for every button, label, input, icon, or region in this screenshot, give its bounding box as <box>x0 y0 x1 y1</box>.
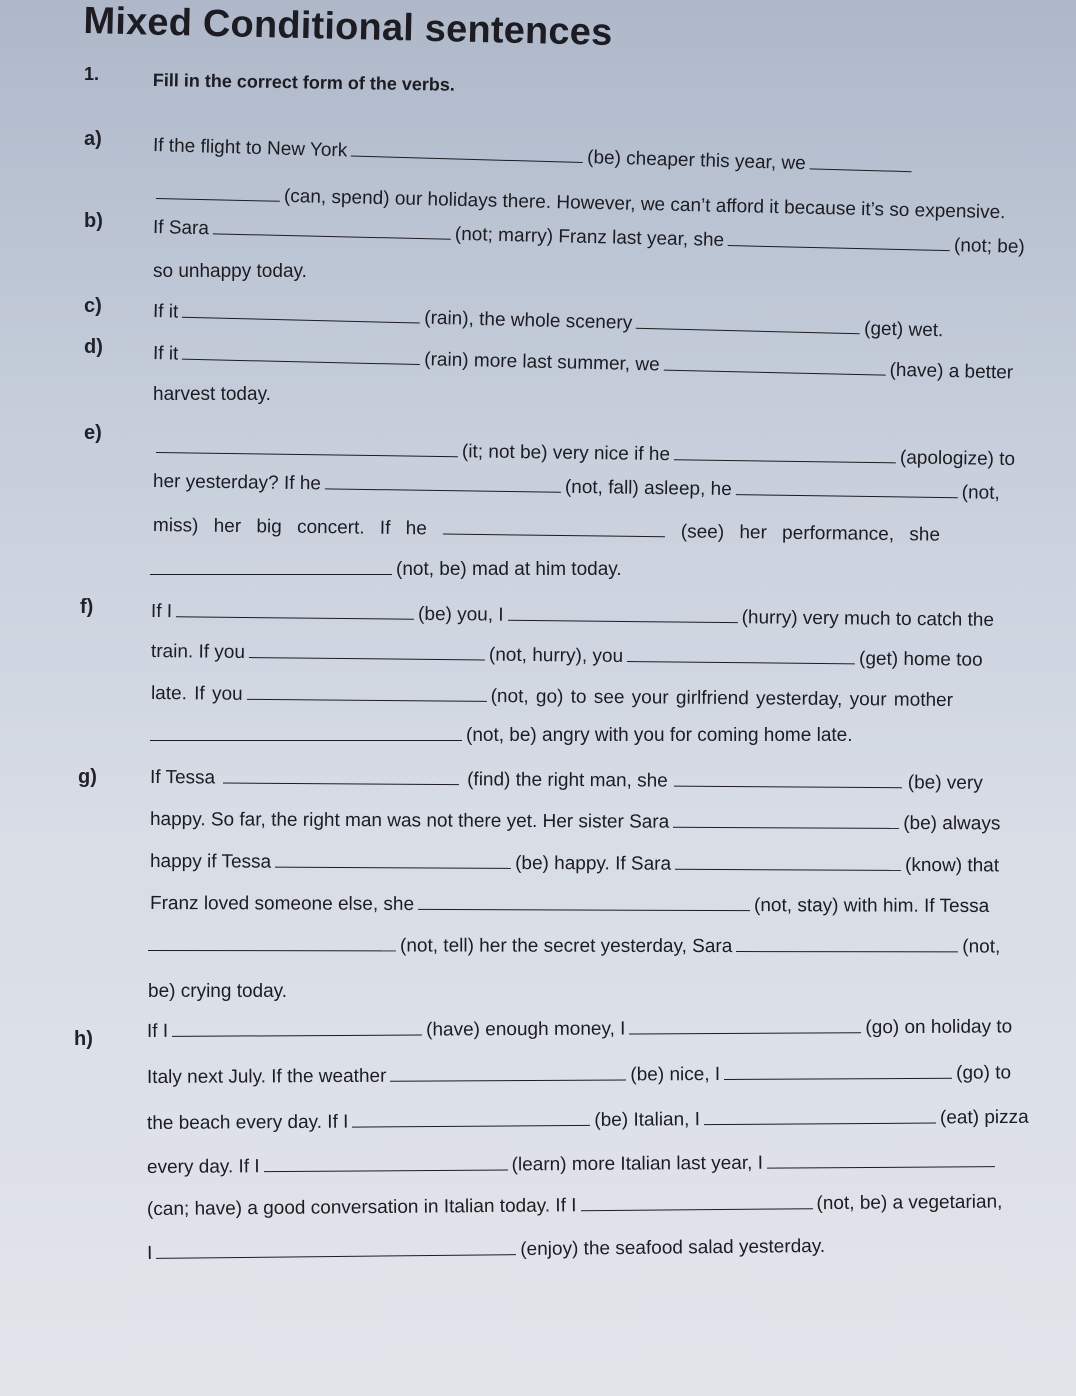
blank[interactable] <box>264 1151 508 1172</box>
blank[interactable] <box>390 1061 626 1081</box>
blank[interactable] <box>182 299 420 324</box>
task-number: 1. <box>84 64 100 84</box>
blank[interactable] <box>580 1190 812 1211</box>
blank[interactable] <box>810 150 912 172</box>
item-g-line-6: be) crying today. <box>148 981 288 1002</box>
blank[interactable] <box>418 891 750 911</box>
item-g-line-2: happy. So far, the right man was not there yet. Her sister Sara (be) always <box>149 809 1001 835</box>
blank[interactable] <box>767 1148 995 1169</box>
blank[interactable] <box>629 1014 861 1034</box>
item-h-line-3: the beach every day. If I (be) Italian, I (eat) pizza <box>147 1104 1029 1136</box>
blank[interactable] <box>736 476 958 498</box>
blank[interactable] <box>704 1104 936 1125</box>
item-b-line-2: so unhappy today. <box>153 261 307 282</box>
task-instruction: Fill in the correct form of the verbs. <box>152 70 456 95</box>
item-label-g: g) <box>78 766 97 788</box>
item-h-line-4: every day. If I (learn) more Italian last year, I <box>147 1148 999 1180</box>
blank[interactable] <box>724 1060 952 1080</box>
blank[interactable] <box>508 602 738 623</box>
item-h-line-6: I (enjoy) the seafood salad yesterday. <box>146 1235 826 1264</box>
blank[interactable] <box>148 932 396 951</box>
item-h-line-1: If I (have) enough money, I (go) on holiday to <box>147 1013 1012 1044</box>
item-e-line-4: (not, be) mad at him today. <box>150 556 622 582</box>
item-label-d: d) <box>84 336 103 358</box>
blank[interactable] <box>673 809 899 829</box>
blank[interactable] <box>150 556 392 575</box>
blank[interactable] <box>325 470 561 492</box>
item-g-line-3: happy if Tessa (be) happy. If Sara (know) that <box>150 848 999 878</box>
blank[interactable] <box>249 639 485 660</box>
item-c-line-1: If it (rain), the whole scenery (get) wet. <box>153 298 944 343</box>
blank[interactable] <box>182 341 420 365</box>
blank[interactable] <box>176 598 414 619</box>
item-label-c: c) <box>84 295 102 317</box>
item-d-line-1: If it (rain) more last summer, we (have) a better <box>153 340 1014 386</box>
blank[interactable] <box>443 516 665 538</box>
blank[interactable] <box>275 849 511 869</box>
blank[interactable] <box>172 1017 422 1037</box>
item-e-line-3: miss) her big concert. If he (see) her performance, she <box>152 515 941 546</box>
item-f-line-4: (not, be) angry with you for coming home late. <box>150 722 853 748</box>
blank[interactable] <box>156 434 458 457</box>
item-f-line-3: late. If you (not, go) to see your girlfriend yesterday, your mother <box>151 680 953 713</box>
blank[interactable] <box>352 1107 590 1128</box>
item-label-e: e) <box>84 422 102 444</box>
item-a-line-2: (can, spend) our holidays there. However, we can’t afford it because it’s so expensive. <box>156 180 1006 225</box>
item-label-h: h) <box>74 1028 93 1050</box>
item-h-line-5: (can; have) a good conversation in Italian today. If I (not, be) a vegetarian, <box>146 1191 1003 1220</box>
item-g-line-5: (not, tell) her the secret yesterday, Sara (not, <box>148 932 1000 959</box>
blank[interactable] <box>156 180 280 202</box>
item-label-b: b) <box>84 210 103 232</box>
item-g-line-1: If Tessa (find) the right man, she (be) very <box>150 764 983 796</box>
blank[interactable] <box>736 933 958 952</box>
blank[interactable] <box>674 768 902 789</box>
worksheet-title: Mixed Conditional sentences <box>83 0 613 54</box>
blank[interactable] <box>150 722 462 741</box>
blank[interactable] <box>223 765 459 786</box>
blank[interactable] <box>351 138 583 163</box>
blank[interactable] <box>674 441 896 463</box>
item-label-a: a) <box>84 128 102 150</box>
item-a-line-1: If the flight to New York (be) cheaper this year, we <box>153 132 916 179</box>
item-f-line-1: If I (be) you, I (hurry) very much to catch the <box>151 598 994 633</box>
item-d-line-2: harvest today. <box>153 384 271 405</box>
blank[interactable] <box>636 310 860 334</box>
item-b-line-1: If Sara (not; marry) Franz last year, she (not; be) <box>152 217 1026 258</box>
blank[interactable] <box>627 643 855 664</box>
blank[interactable] <box>728 227 950 251</box>
item-h-line-2: Italy next July. If the weather (be) nice, I (go) to <box>147 1059 1011 1090</box>
item-e-line-1: (it; not be) very nice if he (apologize) to <box>156 434 1015 472</box>
item-g-line-4: Franz loved someone else, she (not, stay) with him. If Tessa <box>150 890 989 919</box>
item-f-line-2: train. If you (not, hurry), you (get) home too <box>150 641 983 671</box>
blank[interactable] <box>213 215 451 239</box>
blank[interactable] <box>247 681 487 702</box>
blank[interactable] <box>675 851 901 871</box>
item-label-f: f) <box>80 596 94 618</box>
blank[interactable] <box>664 352 886 376</box>
blank[interactable] <box>156 1236 516 1259</box>
item-e-line-2: her yesterday? If he (not, fall) asleep, he (not, <box>152 471 1000 504</box>
